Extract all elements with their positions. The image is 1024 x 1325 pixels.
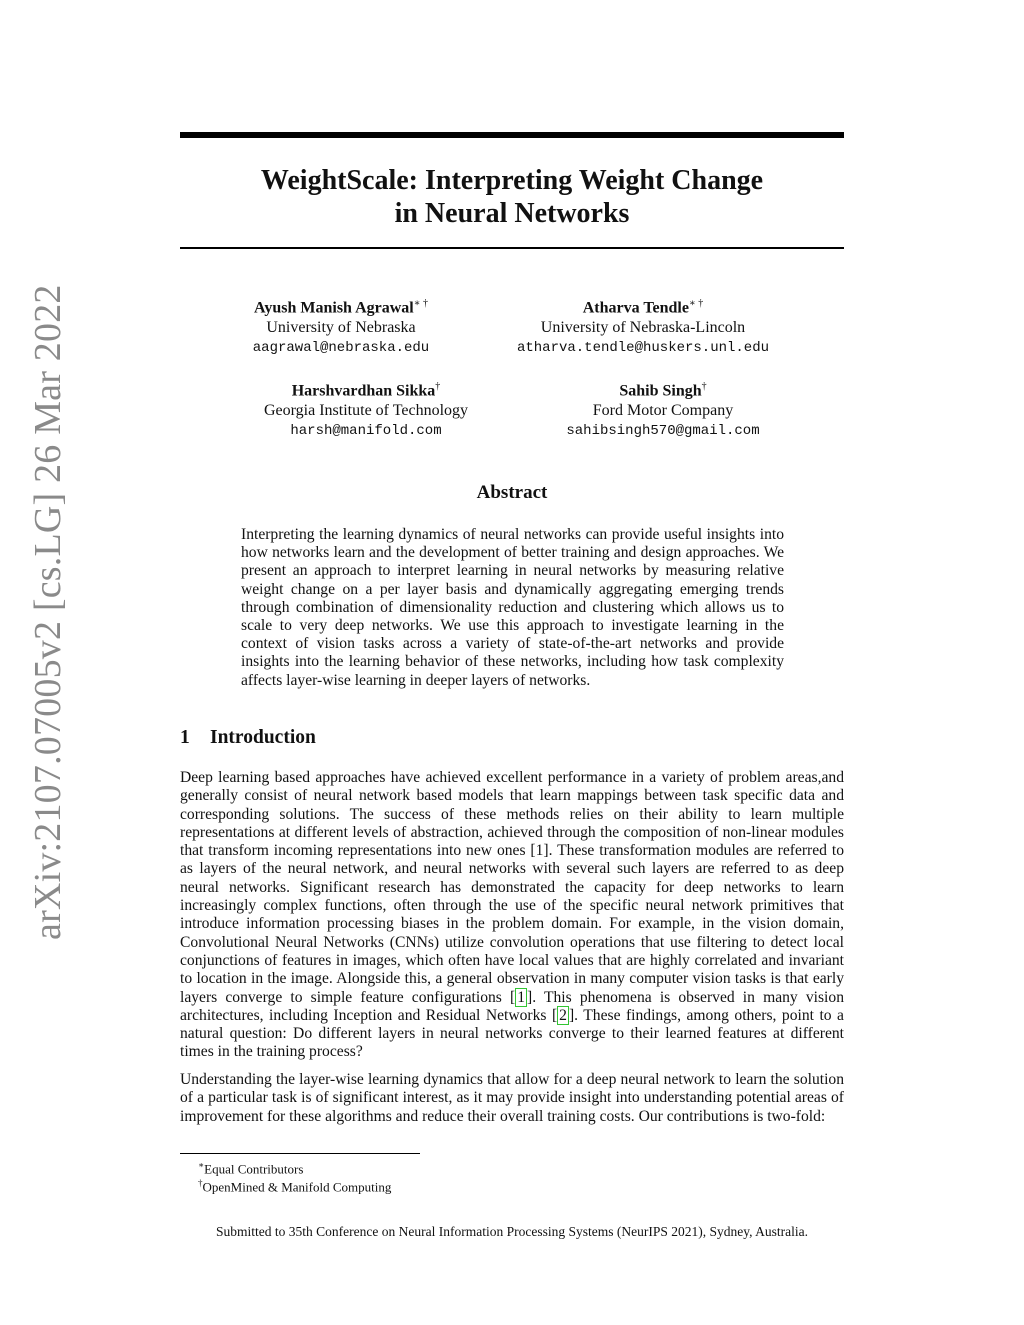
abstract-heading: Abstract	[476, 482, 548, 503]
citation-link[interactable]: 1	[517, 988, 525, 1006]
author-name: Harshvardhan Sikka†	[291, 381, 441, 400]
title-rule-bottom	[180, 247, 844, 249]
author-email[interactable]: aagrawal@nebraska.edu	[252, 340, 430, 357]
author-affiliation: University of Nebraska	[266, 319, 416, 337]
submission-note: Submitted to 35th Conference on Neural Information Processing Systems (NeurIPS 2021), Sydney, Australia.	[216, 1224, 808, 1239]
author-affiliation: University of Nebraska-Lincoln	[540, 319, 746, 337]
paper-title-line-2: in Neural Networks	[394, 198, 630, 229]
section-title: Introduction	[210, 727, 316, 748]
intro-paragraph-1: Deep learning based approaches have achieved excellent performance in a variety of problem areas,and generally consist of neural network based models that learn mappings between task specific data and corresponding solutions. The success of these methods relies on their ability to learn multiple representations at different levels of abstraction, achieved through the composition of non-linear modules that transform incoming representations into new ones [1]. These transformation modules are referred to as layers of the neural network, and neural networks with several such layers are referred to as deep neural networks. Significant research has demonstrated the capacity for deep networks to learn increasingly complex functions, often through the use of the specific neural network primitives that introduce information processing biases in the problem domain. For example, in the vision domain, Convolutional Neural Networks (CNNs) utilize convolution operations that use filtering to detect local conjunctions of features in images, which often have local values that are highly correlated and invariant to location in the image. Alongside this, a general observation in many computer vision tasks is that early layers converge to simple feature configurations [ 1 ]. This phenomena is observed in many vision architectures, including Inception and Residual Networks [ 2 ]. These findings, among others, point to a natural question: Do different layers in neural networks converge to their learned features at different times in the training process?	[180, 769, 844, 1061]
author-block-2	[493, 294, 793, 358]
paper-title-line-1: WeightScale: Interpreting Weight Change	[260, 165, 764, 196]
arxiv-identifier: arXiv:2107.07005v2 [cs.LG] 26 Mar 2022	[27, 284, 69, 940]
paper-title	[180, 164, 844, 230]
title-rule-top	[180, 132, 844, 138]
intro-paragraph-2: Understanding the layer-wise learning dynamics that allow for a deep neural network to learn the solution of a particular task is of significant interest, as it may provide insight into understanding potential areas of improvement for these algorithms and reduce their overall training costs. Our contributions is two-fold:	[180, 1071, 844, 1125]
author-affiliation: Ford Motor Company	[592, 402, 734, 420]
author-block-3	[216, 377, 516, 441]
footnote-1: ∗Equal Contributors	[198, 1160, 304, 1177]
author-name: Ayush Manish Agrawal∗ †	[253, 298, 429, 317]
author-name: Sahib Singh†	[619, 381, 707, 400]
author-name: Atharva Tendle∗ †	[582, 298, 704, 317]
author-email[interactable]: sahibsingh570@gmail.com	[566, 423, 760, 440]
author-block-4	[513, 377, 813, 441]
section-heading	[180, 727, 316, 749]
author-email[interactable]: atharva.tendle@huskers.unl.edu	[516, 340, 770, 357]
author-block-1	[191, 294, 491, 358]
author-affiliation: Georgia Institute of Technology	[263, 402, 469, 420]
citation-link[interactable]: 2	[559, 1006, 567, 1024]
abstract-body: Interpreting the learning dynamics of neural networks can provide useful insights into how networks learn and the development of better training and design approaches. We present an approach to interpret learning in neural networks by measuring relative weight change on a per layer basis and dynamically aggregating emerging trends through combination of dimensionality reduction and clustering which allows us to scale to very deep networks. We use this approach to investigate learning in the context of vision tasks across a variety of state-of-the-art networks and provide insights into the learning behavior of these networks, including how task complexity affects layer-wise learning in deeper layers of networks.	[241, 526, 784, 689]
footnote-rule	[180, 1153, 420, 1154]
author-email[interactable]: harsh@manifold.com	[290, 423, 442, 440]
footnote-2: †OpenMined & Manifold Computing	[198, 1178, 392, 1195]
section-number: 1	[180, 727, 190, 748]
